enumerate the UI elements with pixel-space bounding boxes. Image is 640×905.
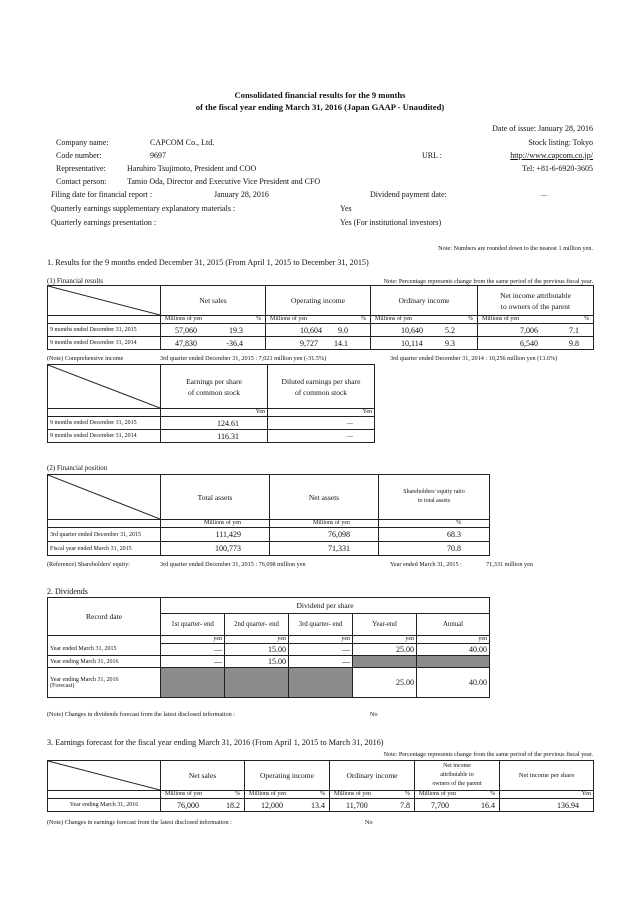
eps-table: Earnings per share of common stock Diluted earnings per share of common stock Yen Yen 9 months ended December 31, 2015 124.61 － 9 months ended December 31, 2014 116.31 － xyxy=(47,364,375,443)
table-row: Year ending March 31, 2016 76,000 18.2 12,000 13.4 11,700 7.8 7,700 16.4 136.94 xyxy=(48,799,594,812)
col-eps: Earnings per share of common stock xyxy=(161,365,268,409)
table-row: 9 months ended December 31, 2015 57,060 19.3 10,604 9.0 10,640 5.2 7,006 7.1 xyxy=(48,324,594,337)
url-label: URL : xyxy=(422,151,442,160)
table-row: 3rd quarter ended December 31, 2015 111,429 76,098 68.3 xyxy=(48,528,490,542)
col-net-sales: Net sales xyxy=(161,286,266,316)
financial-results-table: Net sales Operating income Ordinary income Net income attributable to owners of the parent Millions of yen % Millions of yen % Millions of yen % Millions of yen % 9 months ended December 31, 2015 57,060 19.3 10,604 9.0 10,640 5.2 7,006 7.1 9 months ended December 31, 2014 47,830 -36.4 9,727 14.1 10,114 9.3 6,540 9.8 xyxy=(47,285,594,350)
dividends-table: Record date Dividend per share 1st quarter- end 2nd quarter- end 3rd quarter- end Year-end Annual yen yen yen yen yen Year ended March 31, 2015 ― 15.00 ― 25.00 40.00 Year ending March 31, 2016 ― 15.00 ― Year ending March 31, 2016 (Forecast) 25.00 40.00 xyxy=(47,597,490,698)
forecast-row: Year ending March 31, 2016 (Forecast) 25.00 40.00 xyxy=(48,668,490,698)
forecast-note2-value: No xyxy=(365,819,373,826)
col-forecast-net-income: Net income attributable to owners of the parent xyxy=(415,761,500,791)
representative-label: Representative: xyxy=(56,164,106,173)
forecast-note: Note: Percentage represents change from the same period of the previous fiscal year. xyxy=(383,751,593,758)
reference-equity-fy-label: Year ended March 31, 2015 : xyxy=(390,561,462,568)
col-forecast-eps: Net income per share xyxy=(500,761,594,791)
presentation-label: Quarterly earnings presentation : xyxy=(51,218,157,227)
comprehensive-income-2015: 3rd quarter ended December 31, 2015 : 7,021 million yen (-31.5%) xyxy=(160,355,327,362)
table-row: Fiscal year ended March 31, 2015 100,773 71,331 70.8 xyxy=(48,542,490,556)
col-forecast-ordinary-income: Ordinary income xyxy=(330,761,415,791)
dividend-payment-label: Dividend payment date: xyxy=(370,190,447,199)
table-row: Year ending March 31, 2016 ― 15.00 ― xyxy=(48,656,490,668)
diagonal-header-cell xyxy=(48,286,161,316)
shaded-cell xyxy=(225,668,289,698)
code-value: 9697 xyxy=(150,151,166,160)
dividends-title: 2. Dividends xyxy=(47,587,88,596)
contact-person: Tamio Oda, Director and Executive Vice President and CFO xyxy=(127,177,321,186)
col-diluted-eps: Diluted earnings per share of common stock xyxy=(268,365,375,409)
col-net-income: Net income attributable to owners of the parent xyxy=(478,286,594,316)
doc-title-line1: Consolidated financial results for the 9 months xyxy=(234,90,406,100)
stock-listing: Stock listing: Tokyo xyxy=(528,138,593,147)
representative: Haruhiro Tsujimoto, President and COO xyxy=(127,164,257,173)
financial-results-subtitle: (1) Financial results xyxy=(47,277,103,285)
telephone: Tel: +81-6-6920-3605 xyxy=(522,164,593,173)
filing-date: January 28, 2016 xyxy=(214,190,269,199)
col-net-assets: Net assets xyxy=(270,475,379,520)
supplementary-label: Quarterly earnings supplementary explanatory materials : xyxy=(51,204,236,213)
dividends-note-value: No xyxy=(370,711,378,718)
dividend-payment-value: － xyxy=(540,191,548,200)
company-name: CAPCOM Co., Ltd. xyxy=(150,138,215,147)
comprehensive-income-2014: 3rd quarter ended December 31, 2014 : 10,256 million yen (13.6%) xyxy=(390,355,558,362)
doc-title-line2: of the fiscal year ending March 31, 2016 (Japan GAAP - Unaudited) xyxy=(195,102,445,112)
financial-results-note: Note: Percentage represents change from the same period of the previous fiscal year. xyxy=(383,278,593,285)
col-ordinary-income: Ordinary income xyxy=(371,286,478,316)
col-equity-ratio: Shareholders' equity ratio to total assets xyxy=(379,475,490,520)
shaded-cell xyxy=(161,668,225,698)
filing-date-label: Filing date for financial report : xyxy=(51,190,153,199)
comprehensive-income-label: (Note) Comprehensive income xyxy=(47,355,124,362)
forecast-title: 3. Earnings forecast for the fiscal year ending March 31, 2016 (From April 1, 2015 to March 31, 2016) xyxy=(47,738,384,747)
dividend-per-share-header: Dividend per share xyxy=(161,598,490,614)
reference-equity-label: (Reference) Shareholders' equity: xyxy=(47,561,130,568)
table-row: Year ended March 31, 2015 ― 15.00 ― 25.00 40.00 xyxy=(48,644,490,656)
dividends-note-label: (Note) Changes in dividends forecast from the latest disclosed information : xyxy=(47,711,235,718)
reference-equity-q3: 3rd quarter ended December 31, 2015 : 76,098 million yen xyxy=(160,561,306,568)
table-row: 9 months ended December 31, 2015 124.61 － xyxy=(48,417,375,430)
col-record-date: Record date xyxy=(48,598,161,636)
presentation-value: Yes (For institutional investors) xyxy=(340,218,442,227)
shaded-cell xyxy=(353,656,417,668)
col-forecast-net-sales: Net sales xyxy=(161,761,245,791)
forecast-note2-label: (Note) Changes in earnings forecast from the latest disclosed information : xyxy=(47,819,232,826)
contact-label: Contact person: xyxy=(56,177,107,186)
earnings-forecast-table: Net sales Operating income Ordinary income Net income attributable to owners of the parent Net income per share Millions of yen % Millions of yen % Millions of yen % Millions of yen % Yen Year ending March 31, 2016 76,000 18.2 12,000 13.4 11,700 7.8 7,700 16.4 136.94 xyxy=(47,760,594,812)
rounding-note: Note: Numbers are rounded down to the nearest 1 million yen. xyxy=(438,245,593,252)
section1-title: 1. Results for the 9 months ended December 31, 2015 (From April 1, 2015 to December 31, 2015) xyxy=(47,258,369,267)
shaded-cell xyxy=(417,656,490,668)
shaded-cell xyxy=(289,668,353,698)
date-of-issue: Date of issue: January 28, 2016 xyxy=(492,124,593,133)
col-forecast-operating-income: Operating income xyxy=(245,761,330,791)
code-label: Code number: xyxy=(56,151,102,160)
company-url-link[interactable]: http://www.capcom.co.jp/ xyxy=(510,151,593,160)
table-row: 9 months ended December 31, 2014 116.31 － xyxy=(48,430,375,443)
supplementary-value: Yes xyxy=(340,204,352,213)
company-name-label: Company name: xyxy=(56,138,109,147)
col-operating-income: Operating income xyxy=(266,286,371,316)
table-row: 9 months ended December 31, 2014 47,830 -36.4 9,727 14.1 10,114 9.3 6,540 9.8 xyxy=(48,337,594,350)
col-total-assets: Total assets xyxy=(161,475,270,520)
reference-equity-fy-value: 71,331 million yen xyxy=(486,561,533,568)
financial-position-table: Total assets Net assets Shareholders' equity ratio to total assets Millions of yen Millions of yen % 3rd quarter ended December 31, 2015 111,429 76,098 68.3 Fiscal year ended March 31, 2015 100,773 71,331 70.8 xyxy=(47,474,490,556)
financial-position-subtitle: (2) Financial position xyxy=(47,464,108,472)
